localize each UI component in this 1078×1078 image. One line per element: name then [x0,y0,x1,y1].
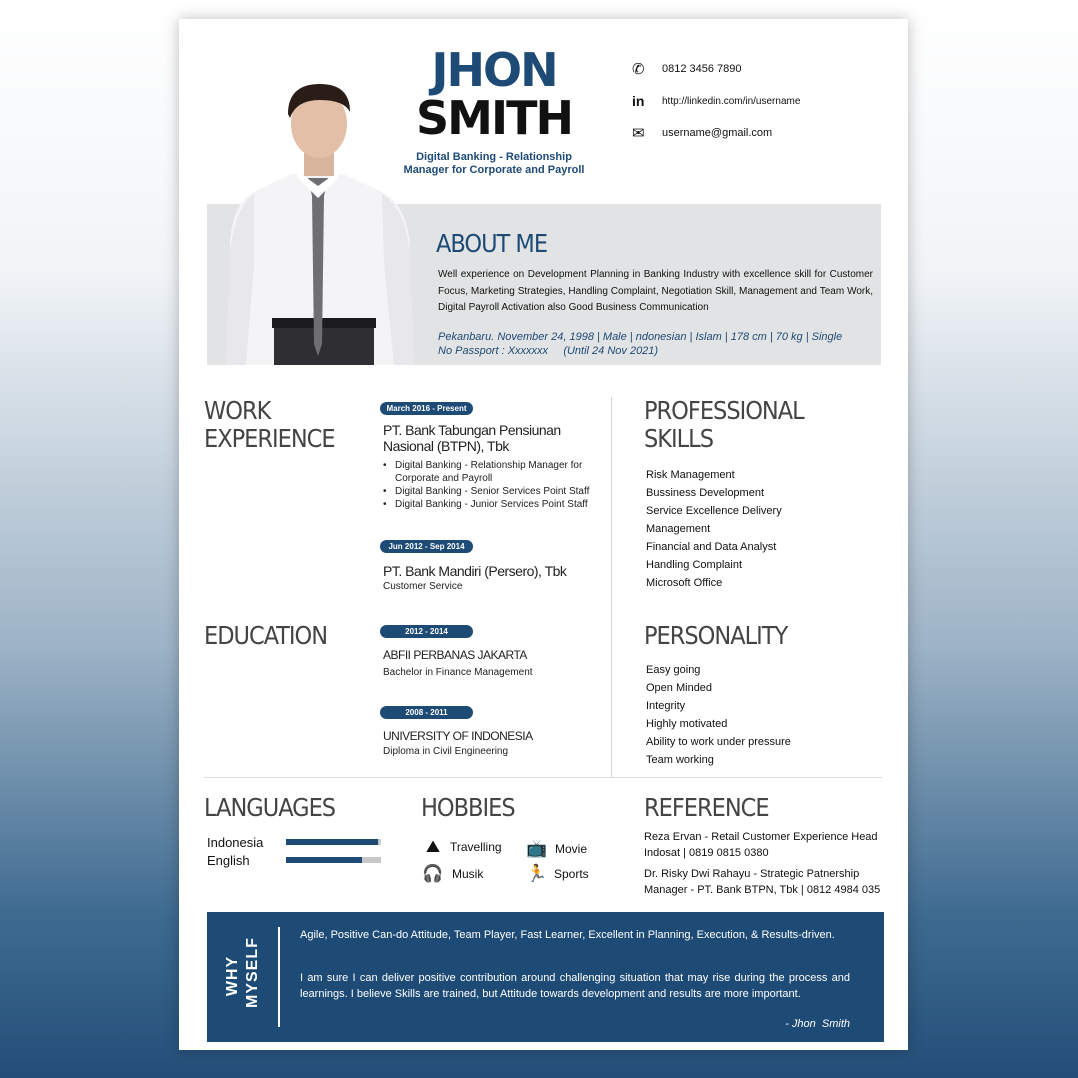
reference-line: Reza Ervan - Retail Customer Experience Head [644,831,878,843]
edu-period-badge: 2012 - 2014 [380,625,473,638]
personal-info [438,330,878,358]
job-title [384,151,604,177]
edu-school: UNIVERSITY OF INDONESIA [383,729,533,743]
passport-info-line: No Passport : Xxxxxxx (Until 24 Nov 2021) [438,345,659,357]
contact-phone [632,59,892,79]
duty-item: • Digital Banking - Junior Services Point Staff [383,498,598,511]
personality-item: Open Minded [646,682,713,694]
about-text: Well experience on Development Planning in Banking Industry with excellence skill for Customer Focus, Marketing Strategies, Handling Complaint, Negotiation Skill, Management and Team Work, Digital Payroll Activation also Good Business Communication [438,269,873,313]
education-item [380,706,605,758]
hobby-movie [523,839,587,859]
skill-item: Handling Complaint [646,559,742,571]
skills-title-line: SKILLS [644,424,713,453]
hobby-travelling [419,837,502,857]
language-level-bar [286,857,381,863]
sports-icon: 🏃 [526,864,548,883]
reference-item [644,867,894,898]
contact-list [632,59,892,143]
job-title-line: Digital Banking - Relationship [416,151,572,163]
job-company: PT. Bank Mandiri (Persero), Tbk [383,563,567,579]
edu-school: ABFII PERBANAS JAKARTA [383,648,527,662]
language-level-fill [286,839,378,845]
skill-item: Microsoft Office [646,577,723,589]
personality-title: PERSONALITY [644,621,788,650]
job-period-badge: March 2016 - Present [380,402,473,415]
work-title-line: WORK [204,396,271,425]
job-item [380,402,605,511]
skills-title [644,397,804,453]
language-level-fill [286,857,362,863]
contact-linkedin [632,91,892,111]
why-myself-box [207,912,884,1042]
edu-degree: Bachelor in Finance Management [383,667,533,678]
job-role: Customer Service [383,581,463,592]
hobbies-title: HOBBIES [421,793,515,822]
skill-item: Service Excellence Delivery [646,505,782,517]
job-period-badge: Jun 2012 - Sep 2014 [380,540,473,553]
edu-period-badge: 2008 - 2011 [380,706,473,719]
reference-line: Dr. Risky Dwi Rahayu - Strategic Patnership [644,868,860,880]
language-row [207,851,387,869]
personality-item: Integrity [646,700,686,712]
hobby-label: Sports [554,867,589,881]
skills-title-line: PROFESSIONAL [644,396,804,425]
phone-text[interactable]: 0812 3456 7890 [662,63,742,75]
personality-item: Ability to work under pressure [646,736,791,748]
personality-item: Team working [646,754,714,766]
job-title-line: Manager for Corporate and Payroll [403,164,585,176]
about-title: ABOUT ME [436,229,548,258]
resume-page [179,19,908,1050]
why-label-line: WHY [224,955,241,997]
education-item [380,625,605,679]
why-myself-separator [278,927,280,1027]
job-company: PT. Bank Tabungan Pensiunan Nasional (BTPN), Tbk [383,422,561,454]
hobby-label: Musik [452,867,484,881]
reference-line: Indosat | 0819 0815 0380 [644,846,769,859]
personality-item: Easy going [646,664,701,676]
work-title [204,397,335,453]
first-name: JHON [431,43,557,97]
reference-item [644,830,894,861]
section-divider [204,777,882,778]
last-name: SMITH [416,91,572,145]
languages-title: LANGUAGES [204,793,336,822]
hobby-sports [523,864,589,884]
personality-list [646,661,866,769]
why-myself-signature: - Jhon Smith [785,1018,850,1030]
tv-icon: 📺 [526,839,548,858]
skill-item: Risk Management [646,469,735,481]
contact-email [632,123,892,143]
why-label-line: MYSELF [244,937,261,1008]
skill-item: Financial and Data Analyst [646,541,777,553]
linkedin-text[interactable]: http://linkedin.com/in/username [662,95,801,107]
mountain-icon: ⛰ [425,837,441,856]
duty-item: • Digital Banking - Relationship Manager for Corporate and Payroll [383,459,598,485]
reference-line: Manager - PT. Bank BTPN, Tbk | 0812 4984 035 [644,883,881,896]
hobby-musik [419,864,483,884]
edu-degree: Diploma in Civil Engineering [383,746,509,757]
reference-title: REFERENCE [644,793,769,822]
reference-list [644,830,894,898]
language-level-bar [286,839,381,845]
skill-item: Management [646,523,711,535]
linkedin-icon: in [632,93,645,109]
why-myself-para2: I am sure I can deliver positive contribution around challenging situation that may rise during the process and learnings. I believe Skills are trained, but Attitude towards development and results are more important. [300,972,850,1000]
personal-info-line: Pekanbaru. November 24, 1998 | Male | ndonesian | Islam | 178 cm | 70 kg | Single [438,331,843,343]
language-name: English [207,852,250,868]
why-myself-label [215,937,279,1008]
why-myself-label-text [223,937,271,1008]
mail-icon: ✉ [632,125,645,142]
phone-icon: ✆ [632,61,645,78]
languages-list [207,833,387,869]
headphones-icon: 🎧 [422,864,444,883]
education-title: EDUCATION [204,621,328,650]
skills-list [646,466,846,592]
job-item [380,540,605,593]
duty-item: • Digital Banking - Senior Services Point Staff [383,485,598,498]
column-divider [611,397,612,777]
job-duties [383,459,598,511]
hobbies-grid [419,837,629,897]
email-text[interactable]: username@gmail.com [662,127,773,139]
skill-item: Bussiness Development [646,487,765,499]
personality-item: Highly motivated [646,718,728,730]
language-row [207,833,387,851]
hobby-label: Travelling [450,840,502,854]
hobby-label: Movie [555,842,588,856]
why-myself-para1: Agile, Positive Can-do Attitude, Team Player, Fast Learner, Excellent in Planning, Execution, & Results-driven. [300,929,835,941]
profile-photo [224,74,416,365]
language-name: Indonesia [207,834,264,850]
work-title-line: EXPERIENCE [204,424,335,453]
